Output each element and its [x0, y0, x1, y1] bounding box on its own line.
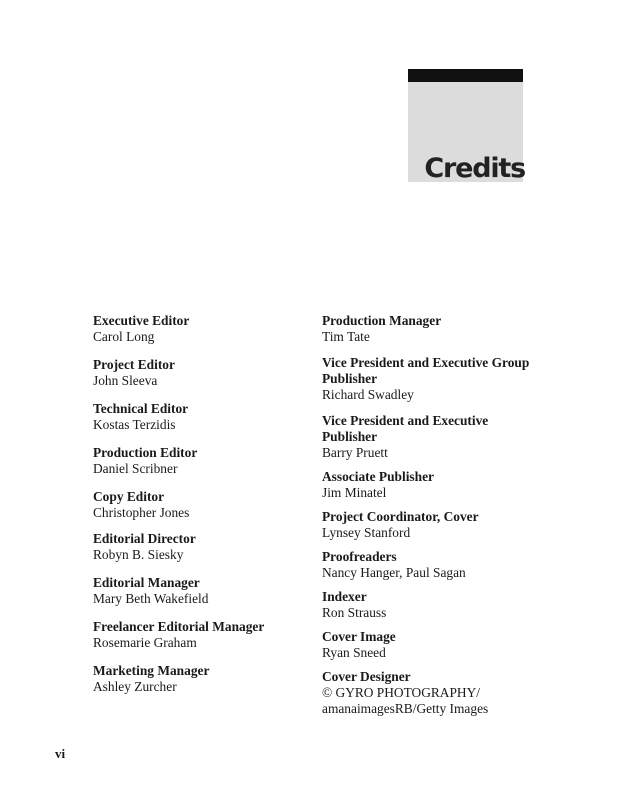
- credit-name: Robyn B. Siesky: [93, 547, 184, 562]
- credit-name: Nancy Hanger, Paul Sagan: [322, 565, 466, 580]
- credit-entry: [322, 469, 532, 501]
- credit-role: Production Manager: [322, 313, 442, 328]
- credit-name: Christopher Jones: [93, 505, 190, 520]
- credit-role: Cover Image: [322, 629, 396, 644]
- credit-name: John Sleeva: [93, 373, 158, 388]
- credit-role: Production Editor: [93, 445, 198, 460]
- credit-entry: [322, 313, 532, 345]
- credits-left-column: [93, 313, 293, 695]
- credit-name: © GYRO PHOTOGRAPHY/ amanaimagesRB/Getty Images: [322, 685, 489, 716]
- credit-entry: [93, 489, 293, 521]
- credit-entry: [93, 313, 293, 345]
- credit-entry: [93, 575, 293, 607]
- credit-name: Ashley Zurcher: [93, 679, 177, 694]
- credit-name: Barry Pruett: [322, 445, 388, 460]
- credit-role: Vice President and Executive Group Publisher: [322, 355, 530, 386]
- page-title: Credits: [424, 153, 525, 184]
- credit-entry: [322, 629, 532, 661]
- chapter-title-block: [408, 69, 523, 182]
- credit-role: Proofreaders: [322, 549, 397, 564]
- credit-entry: [93, 445, 293, 477]
- credit-role: Editorial Manager: [93, 575, 200, 590]
- credit-entry: [93, 663, 293, 695]
- credit-entry: [93, 401, 293, 433]
- credit-name: Richard Swadley: [322, 387, 414, 402]
- credits-right-column: [322, 313, 532, 717]
- credit-role: Indexer: [322, 589, 367, 604]
- credit-entry: [93, 619, 293, 651]
- credit-name: Lynsey Stanford: [322, 525, 411, 540]
- credit-role: Technical Editor: [93, 401, 189, 416]
- credit-name: Daniel Scribner: [93, 461, 178, 476]
- credit-name: Mary Beth Wakefield: [93, 591, 209, 606]
- credit-entry: [322, 509, 532, 541]
- credit-entry: [93, 357, 293, 389]
- credit-role: Associate Publisher: [322, 469, 434, 484]
- credit-role: Project Editor: [93, 357, 175, 372]
- credit-entry: [322, 413, 532, 461]
- title-bar: [408, 69, 523, 82]
- credit-entry: [93, 531, 293, 563]
- credit-entry: [322, 355, 532, 403]
- credit-name: Tim Tate: [322, 329, 370, 344]
- credit-name: Ron Strauss: [322, 605, 387, 620]
- credit-name: Rosemarie Graham: [93, 635, 197, 650]
- credit-entry: [322, 589, 532, 621]
- credit-entry: [322, 669, 532, 717]
- credit-name: Kostas Terzidis: [93, 417, 176, 432]
- page-number: vi: [55, 746, 66, 761]
- credit-name: Ryan Sneed: [322, 645, 386, 660]
- credit-role: Cover Designer: [322, 669, 411, 684]
- credit-role: Copy Editor: [93, 489, 165, 504]
- credit-role: Vice President and Executive Publisher: [322, 413, 489, 444]
- credit-entry: [322, 549, 532, 581]
- credit-name: Carol Long: [93, 329, 155, 344]
- credit-role: Freelancer Editorial Manager: [93, 619, 265, 634]
- credit-role: Marketing Manager: [93, 663, 210, 678]
- credit-role: Project Coordinator, Cover: [322, 509, 479, 524]
- credit-role: Executive Editor: [93, 313, 190, 328]
- credit-role: Editorial Director: [93, 531, 196, 546]
- credit-name: Jim Minatel: [322, 485, 387, 500]
